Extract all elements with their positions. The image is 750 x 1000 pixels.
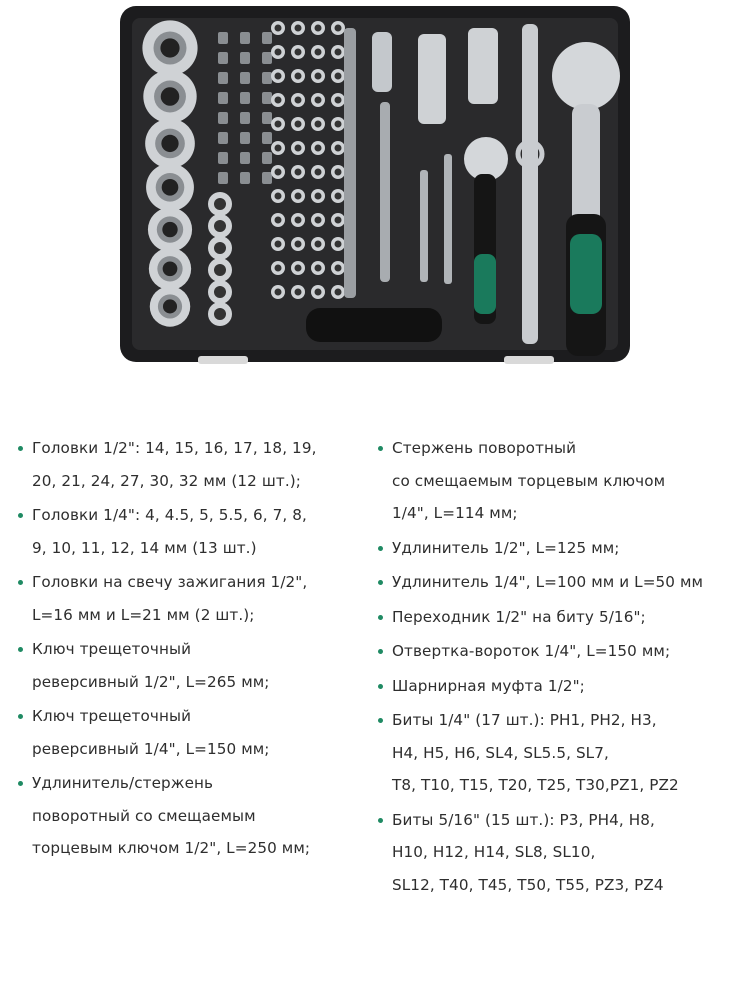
spark-plug-socket-2 bbox=[468, 28, 498, 104]
small-socket-hole bbox=[315, 121, 322, 128]
large-ratchet-grip bbox=[570, 234, 602, 314]
bullet-dot bbox=[378, 684, 383, 689]
right-column-list bbox=[374, 432, 746, 903]
small-socket-hole bbox=[315, 193, 322, 200]
bullet-dot bbox=[378, 546, 383, 551]
bit bbox=[240, 152, 250, 164]
small-socket-hole bbox=[335, 73, 342, 80]
list-item bbox=[14, 432, 364, 497]
bit bbox=[240, 72, 250, 84]
small-socket-hole bbox=[315, 73, 322, 80]
list-item-text: Стержень поворотный со смещаемым торцевым ключом 1/4", L=114 мм; bbox=[392, 439, 666, 522]
bit bbox=[262, 72, 272, 84]
list-item bbox=[374, 532, 746, 565]
bit bbox=[240, 172, 250, 184]
bit bbox=[262, 92, 272, 104]
small-socket-hole bbox=[275, 265, 282, 272]
small-socket-hole bbox=[295, 169, 302, 176]
small-socket-hole bbox=[275, 97, 282, 104]
bullet-dot bbox=[378, 446, 383, 451]
list-item-text: Шарнирная муфта 1/2"; bbox=[392, 676, 585, 695]
bit bbox=[240, 112, 250, 124]
small-socket-hole bbox=[295, 265, 302, 272]
bullet-dot bbox=[378, 580, 383, 585]
bit bbox=[218, 92, 228, 104]
large-socket-hole bbox=[162, 222, 177, 237]
bullet-dot bbox=[18, 647, 23, 652]
left-column-list bbox=[14, 432, 364, 867]
small-socket-hole bbox=[295, 121, 302, 128]
medium-socket-hole bbox=[214, 242, 226, 254]
large-socket-hole bbox=[163, 261, 178, 276]
extension-bar-1 bbox=[344, 28, 356, 298]
small-socket-hole bbox=[295, 49, 302, 56]
small-socket-hole bbox=[315, 241, 322, 248]
small-socket-hole bbox=[275, 289, 282, 296]
small-socket-hole bbox=[295, 193, 302, 200]
bit bbox=[262, 172, 272, 184]
bullet-dot bbox=[18, 580, 23, 585]
bit bbox=[218, 52, 228, 64]
small-socket-hole bbox=[295, 145, 302, 152]
list-item bbox=[14, 633, 364, 698]
extension-bar-2 bbox=[380, 102, 390, 282]
large-socket-hole bbox=[161, 87, 180, 106]
small-socket-hole bbox=[315, 169, 322, 176]
small-socket-hole bbox=[315, 289, 322, 296]
small-socket-hole bbox=[315, 25, 322, 32]
small-socket-hole bbox=[335, 97, 342, 104]
bit bbox=[218, 172, 228, 184]
bit bbox=[218, 132, 228, 144]
small-socket-hole bbox=[315, 97, 322, 104]
small-socket-hole bbox=[275, 25, 282, 32]
medium-socket-hole bbox=[214, 220, 226, 232]
list-item-text: Биты 1/4" (17 шт.): PH1, PH2, H3, H4, H5, H6, SL4, SL5.5, SL7, T8, T10, T15, T20, T25, T30,PZ1, PZ2 bbox=[392, 711, 679, 794]
small-socket-hole bbox=[335, 265, 342, 272]
bit bbox=[240, 132, 250, 144]
small-socket-hole bbox=[295, 217, 302, 224]
universal-joint bbox=[372, 32, 392, 92]
small-socket-hole bbox=[315, 49, 322, 56]
list-item-text: Отвертка-вороток 1/4", L=150 мм; bbox=[392, 642, 671, 660]
small-socket-hole bbox=[275, 241, 282, 248]
case-handle-slot bbox=[306, 308, 442, 342]
small-socket-hole bbox=[335, 241, 342, 248]
bullet-dot bbox=[378, 718, 383, 723]
small-socket-hole bbox=[335, 289, 342, 296]
small-socket-hole bbox=[275, 193, 282, 200]
bit bbox=[218, 32, 228, 44]
small-socket-hole bbox=[335, 145, 342, 152]
small-socket-hole bbox=[315, 217, 322, 224]
bit bbox=[240, 52, 250, 64]
list-item-text: Удлинитель 1/4", L=100 мм и L=50 мм bbox=[392, 573, 704, 591]
bit bbox=[240, 32, 250, 44]
list-item-text: Удлинитель/стержень поворотный со смещаемым торцевым ключом 1/2", L=250 мм; bbox=[32, 774, 311, 857]
extension-bar-4 bbox=[444, 154, 452, 284]
bit bbox=[262, 132, 272, 144]
bit bbox=[262, 152, 272, 164]
list-item-text: Ключ трещеточный реверсивный 1/4", L=150 мм; bbox=[32, 707, 270, 758]
list-item bbox=[14, 499, 364, 564]
small-socket-hole bbox=[335, 49, 342, 56]
tool-case-photo bbox=[118, 4, 632, 366]
small-socket-hole bbox=[275, 121, 282, 128]
list-item bbox=[14, 767, 364, 865]
small-socket-hole bbox=[335, 25, 342, 32]
small-socket-hole bbox=[295, 241, 302, 248]
bullet-dot bbox=[18, 714, 23, 719]
case-latch-left bbox=[198, 356, 248, 364]
small-socket-hole bbox=[315, 145, 322, 152]
small-socket-hole bbox=[275, 145, 282, 152]
list-item-text: Переходник 1/2" на биту 5/16"; bbox=[392, 607, 646, 626]
small-socket-hole bbox=[275, 217, 282, 224]
large-socket-hole bbox=[160, 38, 179, 57]
small-socket-hole bbox=[315, 265, 322, 272]
medium-socket-hole bbox=[214, 264, 226, 276]
bit bbox=[218, 152, 228, 164]
bullet-dot bbox=[378, 649, 383, 654]
list-item bbox=[374, 566, 746, 599]
medium-socket-hole bbox=[214, 286, 226, 298]
list-item bbox=[374, 601, 746, 634]
bit bbox=[218, 72, 228, 84]
small-socket-hole bbox=[335, 169, 342, 176]
bit bbox=[262, 52, 272, 64]
bullet-dot bbox=[18, 781, 23, 786]
list-item bbox=[14, 566, 364, 631]
list-item-text: Удлинитель 1/2", L=125 мм; bbox=[392, 538, 620, 557]
small-socket-hole bbox=[335, 217, 342, 224]
small-socket-hole bbox=[335, 121, 342, 128]
list-item bbox=[374, 804, 746, 902]
small-socket-hole bbox=[295, 97, 302, 104]
small-socket-hole bbox=[295, 289, 302, 296]
large-socket-hole bbox=[162, 179, 179, 196]
small-socket-hole bbox=[335, 193, 342, 200]
list-item-text: Головки на свечу зажигания 1/2", L=16 мм и L=21 мм (2 шт.); bbox=[32, 573, 308, 624]
bit bbox=[262, 32, 272, 44]
bit bbox=[240, 92, 250, 104]
small-socket-hole bbox=[275, 49, 282, 56]
list-item bbox=[374, 704, 746, 802]
list-item bbox=[374, 432, 746, 530]
list-item-text: Головки 1/2": 14, 15, 16, 17, 18, 19, 20, 21, 24, 27, 30, 32 мм (12 шт.); bbox=[32, 439, 317, 490]
bit bbox=[218, 112, 228, 124]
list-item-text: Биты 5/16" (15 шт.): P3, PH4, H8, H10, H12, H14, SL8, SL10, SL12, T40, T45, T50, T55, PZ3, PZ4 bbox=[392, 810, 664, 894]
small-socket-hole bbox=[275, 73, 282, 80]
extension-bar-3 bbox=[420, 170, 428, 282]
list-item-text: Головки 1/4": 4, 4.5, 5, 5.5, 6, 7, 8, 9, 10, 11, 12, 14 мм (13 шт.) bbox=[32, 506, 307, 557]
spark-plug-socket-1 bbox=[418, 34, 446, 124]
bit bbox=[262, 112, 272, 124]
list-item bbox=[374, 670, 746, 703]
list-item bbox=[14, 700, 364, 765]
large-socket-hole bbox=[163, 299, 177, 313]
bullet-dot bbox=[378, 615, 383, 620]
bullet-dot bbox=[378, 818, 383, 823]
small-socket-hole bbox=[295, 25, 302, 32]
small-socket-hole bbox=[295, 73, 302, 80]
list-item-text: Ключ трещеточный реверсивный 1/2", L=265 мм; bbox=[32, 640, 270, 691]
large-ratchet-head bbox=[552, 42, 620, 110]
t-bar-handle bbox=[522, 24, 538, 344]
small-ratchet-grip bbox=[474, 254, 496, 314]
case-latch-right bbox=[504, 356, 554, 364]
large-socket-hole bbox=[161, 135, 178, 152]
medium-socket-hole bbox=[214, 198, 226, 210]
tool-case-illustration bbox=[118, 4, 632, 366]
bullet-dot bbox=[18, 513, 23, 518]
small-socket-hole bbox=[275, 169, 282, 176]
bullet-dot bbox=[18, 446, 23, 451]
list-item bbox=[374, 635, 746, 668]
medium-socket-hole bbox=[214, 308, 226, 320]
